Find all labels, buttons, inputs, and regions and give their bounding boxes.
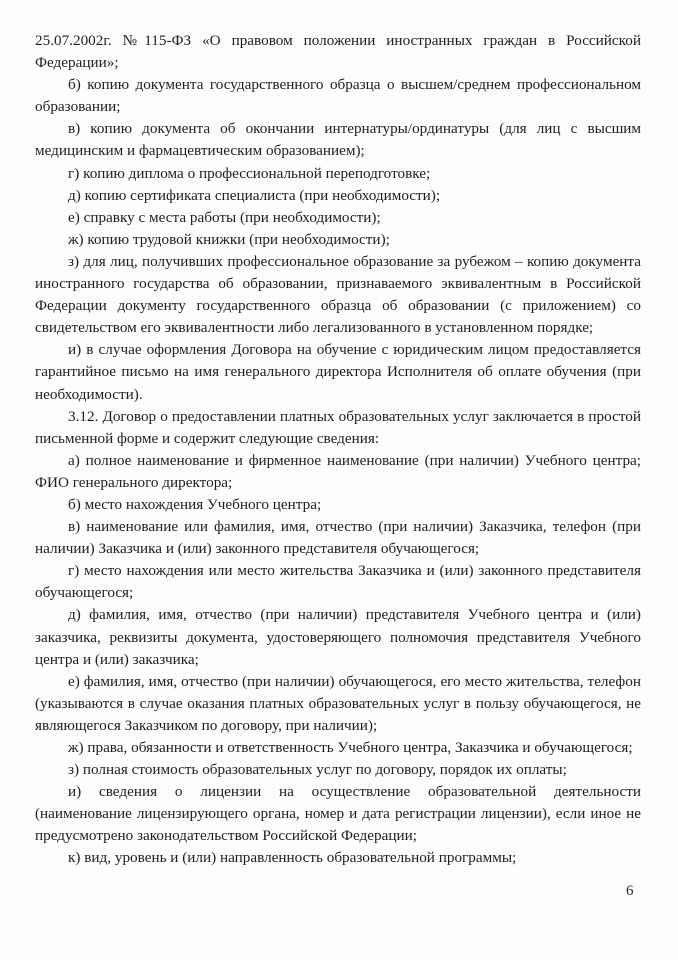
- paragraph-item-zh-rights: ж) права, обязанности и ответственность Учебного центра, Заказчика и обучающегося;: [68, 739, 633, 756]
- paragraph-item-e-work-reference: е) справку с места работы (при необходимости);: [68, 208, 381, 226]
- document-page: [35, 30, 641, 870]
- paragraph-item-z-cost: з) полная стоимость образовательных услуг по договору, порядок их оплаты;: [68, 761, 567, 779]
- paragraph-item-z-foreign-education: з) для лиц, получивших профессиональное образование за рубежом – копию документа иностранного государства об образовании, признаваемого эквивалентным в Российской Федерации документу государственного образца об образовании (с приложением) со свидетельством его эквивалентности либо легализованного в установленном порядке;: [35, 252, 641, 337]
- paragraph-item-b-diploma: б) копию документа государственного образца о высшем/среднем профессиональном образовании;: [35, 76, 641, 116]
- paragraph-item-i-guarantee-letter: и) в случае оформления Договора на обучение с юридическим лицом предоставляется гарантийное письмо на имя генерального директора Исполнителя об оплате обучения (при необходимости).: [35, 341, 641, 403]
- paragraph-item-g-retraining: г) копию диплома о профессиональной переподготовке;: [68, 164, 431, 182]
- paragraph-item-v-internship: в) копию документа об окончании интернатуры/ординатуры (для лиц с высшим медицинским и фармацевтическим образованием);: [35, 120, 641, 160]
- paragraph-item-d-representative: д) фамилия, имя, отчество (при наличии) представителя Учебного центра и (или) заказчика, реквизиты документа, удостоверяющего полномочия представителя Учебного центра и (или) заказчика;: [35, 606, 641, 668]
- paragraph-item-b-location: б) место нахождения Учебного центра;: [68, 495, 322, 513]
- paragraph-item-a-name: а) полное наименование и фирменное наименование (при наличии) Учебного центра; ФИО генерального директора;: [35, 451, 641, 491]
- paragraph-item-zh-work-book: ж) копию трудовой книжки (при необходимости);: [68, 230, 390, 248]
- paragraph-item-i-license: и) сведения о лицензии на осуществление образовательной деятельности (наименование лицензирующего органа, номер и дата регистрации лицензии), если иное не предусмотрено законодательством Российской Федерации;: [35, 783, 641, 845]
- paragraph-item-g-customer-address: г) место нахождения или место жительства Заказчика и (или) законного представителя обучающегося;: [35, 562, 641, 602]
- page-number: 6: [626, 883, 634, 899]
- paragraph-item-d-certificate: д) копию сертификата специалиста (при необходимости);: [68, 186, 441, 204]
- paragraph-item-v-customer: в) наименование или фамилия, имя, отчество (при наличии) Заказчика, телефон (при наличии) Заказчика и (или) законного представителя обучающегося;: [35, 518, 641, 558]
- paragraph-law-reference: 25.07.2002г. №115-ФЗ «О правовом положении иностранных граждан в Российской Федерации»;: [35, 32, 641, 72]
- paragraph-item-k-program: к) вид, уровень и (или) направленность образовательной программы;: [68, 849, 517, 867]
- paragraph-section-3-12: 3.12. Договор о предоставлении платных образовательных услуг заключается в простой письменной форме и содержит следующие сведения:: [35, 407, 641, 447]
- paragraph-item-e-student: е) фамилия, имя, отчество (при наличии) обучающегося, его место жительства, телефон (указываются в случае оказания платных образовательных услуг в пользу обучающегося, не являющегося Заказчиком по договору, при наличии);: [35, 672, 641, 734]
